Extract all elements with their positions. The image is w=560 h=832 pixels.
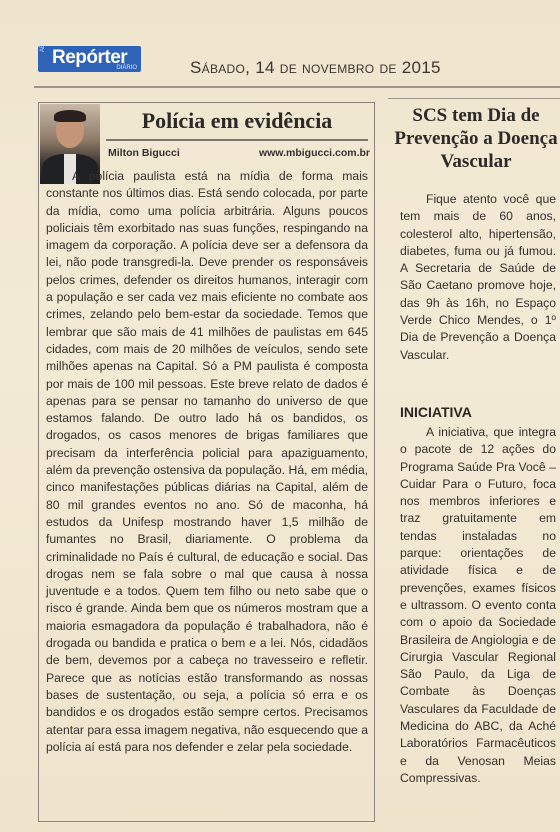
photo-hair [54,110,86,122]
header-divider [34,86,560,88]
column-title: Polícia em evidência [141,108,333,133]
column-website: www.mbigucci.com.br [258,147,370,159]
publication-date: Sábado, 14 de novembro de 2015 [190,58,441,77]
newspaper-logo [38,39,141,72]
sidebar-divider [388,98,560,99]
column-author: Milton Bigucci [108,147,180,159]
sidebar-section-body: A iniciativa, que integra o pacote de 12 ações do Programa Saúde Pra Você – Cuidar Para o Futuro, foca nos membros inferiores e traz gratuitamente em tendas instaladas no parque: orientações de atividade física e de prevenções, exames físicos e ultrassom. O evento conta com o apoio da Sociedade Brasileira de Angiologia e de Cirurgia Vascular Regional São Paulo, da Liga de Combate às Doenças Vasculares da Faculdade de Medicina do ABC, da Aché Laboratórios Farmacêuticos e da Venosan Meias Compressivas. [400,425,556,785]
sidebar-title: SCS tem Dia de Prevenção a Doença Vascular [394,105,558,172]
sidebar-intro: Fique atento você que tem mais de 60 anos, colesterol alto, hipertensão, diabetes, fuma ou já fumou. A Secretaria de Saúde de São Caetano promove hoje, das 9h às 16h, no Espaço Verde Chico Mendes, o 1º Dia de Prevenção a Doença Vascular. [400,192,556,362]
sidebar-section-title: INICIATIVA [400,404,472,420]
logo-subtext: DIÁRIO [116,65,137,71]
column-body: A polícia paulista está na mídia de forma mais constante nos últimos dias. Está sendo colocada, por parte da mídia, como uma polícia arbitrária. Alguns poucos policiais têm exorbitado nas suas funções, respingando na imagem da corporação. A polícia deve ser a defensora da lei, não pode transgredi-la. Deve prender os responsáveis pelos crimes, defender os direitos humanos, interagir com a população e ser cada vez mais eficiente no combate aos crimes, zelando pelo bem-estar da sociedade. Temos que lembrar que são mais de 41 milhões de paulistas em 645 cidades, com mais de 20 milhões de veículos, sendo sete milhões apenas na Capital. Só a PM paulista é composta por mais de 100 mil pessoas. Este breve relato de dados é apenas para se pensar no tamanho do universo de que estamos falando. De outro lado há os bandidos, os drogados, os casos menores de brigas familiares que precisam da interferência policial para apaziguamento, além da prevenção ostensiva da população. Há, em média, cinco manifestações públicas diárias na Capital, além de 80 mil grandes eventos no ano. Só de maconha, há estudos da Unifesp mostrando haver 1,5 milhão de fumantes no Brasil, diariamente. O problema da criminalidade no País é cultural, de educação e social. Das drogas nem se fala sobre o mal que causa à nossa juventude e a todos. Quem tem filho ou neto sabe que o risco é grande. Ainda bem que os números mostram que a maioria esmagadora da população é trabalhadora, não é drogada ou bandida e pratica o bem e a lei. Nós, cidadãos de bem, devemos por a cabeça no travesseiro e refletir. Parece que as notícias estão transformando as nossas bases de sustentação, ou seja, a polícia só erra e os bandidos e os drogados estão sempre certos. Precisamos atentar para essa imagem negativa, não esquecendo que a polícia aí está para nos defender e zelar pela sociedade. [46,169,368,754]
logo-text: Repórter [52,47,128,68]
logo-small-text: ABC [40,39,46,52]
column-title-divider [106,139,368,141]
